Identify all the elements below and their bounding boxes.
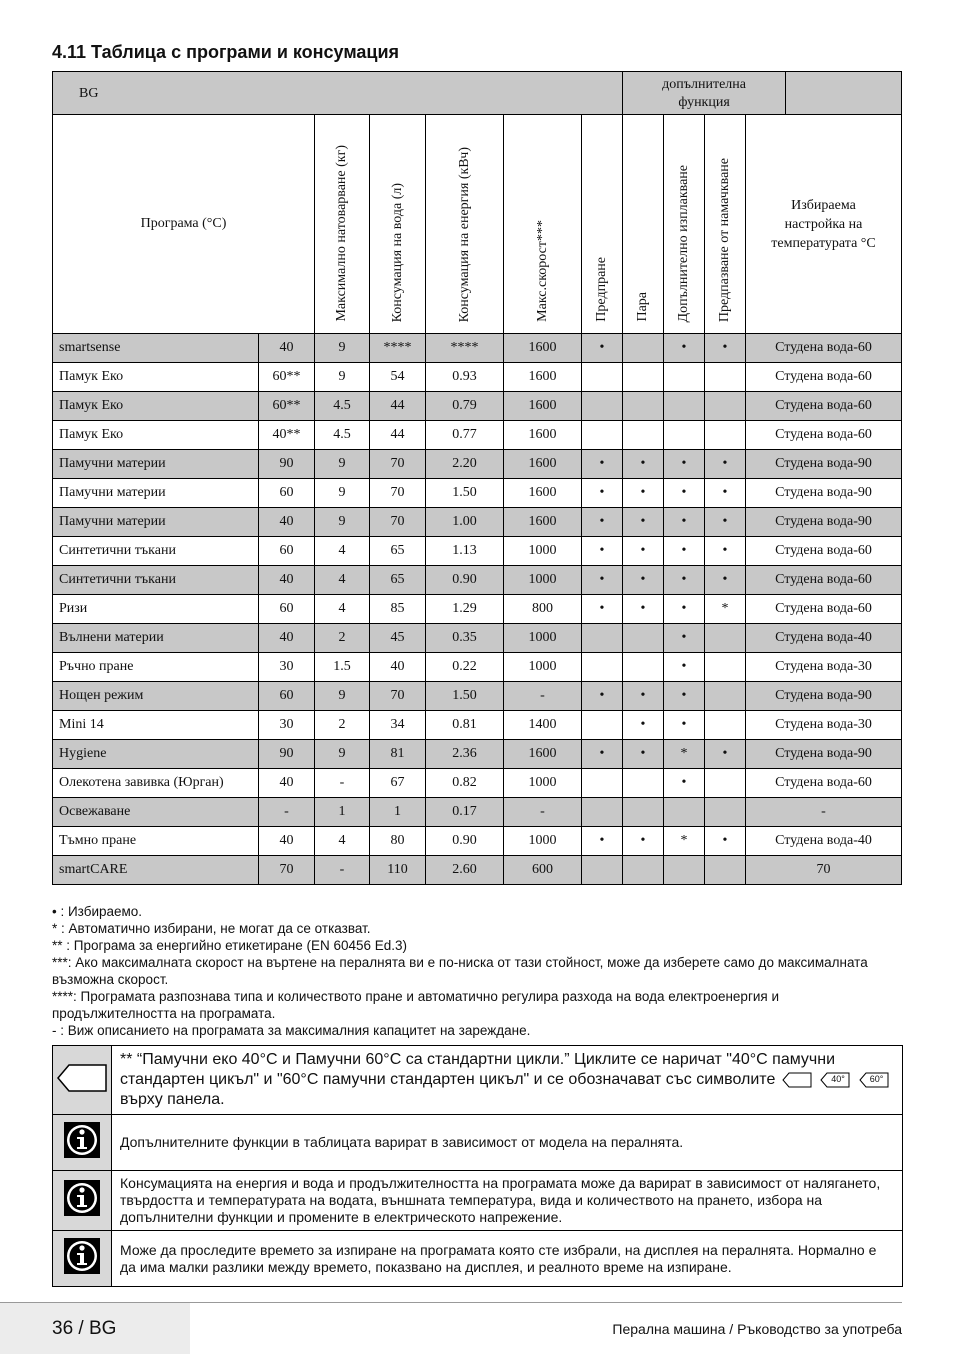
cell-prewash xyxy=(582,711,623,740)
cell-water: 54 xyxy=(370,363,426,392)
cell-speed: 1600 xyxy=(504,363,582,392)
table-row xyxy=(53,508,902,537)
cell-soak xyxy=(705,682,746,711)
cell-soak: • xyxy=(705,479,746,508)
cell-steam xyxy=(623,392,664,421)
cell-energy: 1.50 xyxy=(426,682,504,711)
cell-range: Студена вода-60 xyxy=(746,595,902,624)
cell-energy: 1.00 xyxy=(426,508,504,537)
cell-load: 1 xyxy=(315,798,370,827)
note: ***: Ако максималната скорост на въртене на пералнята ви е по-ниска от тази стойност, може да изберете само до максималната възможна скорост. xyxy=(52,955,868,987)
program-name: Памук Еко xyxy=(53,392,259,421)
cell-temp: 60** xyxy=(259,392,315,421)
table-row xyxy=(53,537,902,566)
cell-range: Студена вода-30 xyxy=(746,653,902,682)
cell-load: 9 xyxy=(315,508,370,537)
cell-load: 4 xyxy=(315,595,370,624)
cell-prewash: • xyxy=(582,827,623,856)
program-name: Синтетични тъкани xyxy=(53,537,259,566)
program-name: Mini 14 xyxy=(53,711,259,740)
cell-soak: • xyxy=(705,566,746,595)
cell-temp: 30 xyxy=(259,653,315,682)
cell-energy: 0.79 xyxy=(426,392,504,421)
cell-range: Студена вода-90 xyxy=(746,479,902,508)
cell-speed: - xyxy=(504,798,582,827)
cell-rinse: • xyxy=(664,479,705,508)
cell-prewash xyxy=(582,798,623,827)
page-title: 4.11 Таблица с програми и консумация xyxy=(52,42,400,62)
cell-range: Студена вода-60 xyxy=(746,363,902,392)
cell-rinse: • xyxy=(664,450,705,479)
cell-temp: 70 xyxy=(259,856,315,885)
info-icon xyxy=(53,1171,112,1231)
program-name: Ризи xyxy=(53,595,259,624)
cell-steam xyxy=(623,653,664,682)
cell-rinse xyxy=(664,856,705,885)
cell-range: Студена вода-60 xyxy=(746,421,902,450)
cell-load: 9 xyxy=(315,334,370,363)
cell-soak xyxy=(705,392,746,421)
cell-water: 44 xyxy=(370,421,426,450)
cell-range: Студена вода-90 xyxy=(746,682,902,711)
page-number: 36 / BG xyxy=(52,1318,117,1339)
table-row xyxy=(53,595,902,624)
col-steam: Пара xyxy=(635,292,650,322)
col-speed: Макс.скорост*** xyxy=(534,220,550,322)
cell-rinse: • xyxy=(664,624,705,653)
cell-energy: 0.90 xyxy=(426,566,504,595)
cell-soak xyxy=(705,711,746,740)
table-row xyxy=(53,653,902,682)
cell-rinse: • xyxy=(664,653,705,682)
cell-water: 67 xyxy=(370,769,426,798)
program-name: Освежаване xyxy=(53,798,259,827)
cotton-eco-60-symbol-icon: 60° xyxy=(859,1072,889,1088)
cell-soak: • xyxy=(705,740,746,769)
cell-soak: • xyxy=(705,334,746,363)
cell-range: Студена вода-90 xyxy=(746,740,902,769)
cell-speed: 1000 xyxy=(504,537,582,566)
cell-temp: 30 xyxy=(259,711,315,740)
cell-water: 70 xyxy=(370,479,426,508)
cell-water: 80 xyxy=(370,827,426,856)
cell-energy: 2.60 xyxy=(426,856,504,885)
table-row xyxy=(53,682,902,711)
cell-energy: 2.20 xyxy=(426,450,504,479)
table-row xyxy=(53,479,902,508)
cell-speed: 1000 xyxy=(504,769,582,798)
cell-load: 9 xyxy=(315,682,370,711)
footnotes xyxy=(52,903,902,1039)
cell-speed: 1000 xyxy=(504,624,582,653)
cell-rinse: • xyxy=(664,769,705,798)
table-row xyxy=(53,769,902,798)
info-extra-functions: Допълнителните функции в таблицата варират в зависимост от модела на пералнята. xyxy=(112,1115,903,1171)
cell-rinse: • xyxy=(664,537,705,566)
cell-range: Студена вода-90 xyxy=(746,508,902,537)
cell-rinse: • xyxy=(664,508,705,537)
cell-water: **** xyxy=(370,334,426,363)
cell-water: 65 xyxy=(370,566,426,595)
cell-speed: 1600 xyxy=(504,450,582,479)
cell-speed: 1000 xyxy=(504,566,582,595)
table-row xyxy=(53,711,902,740)
cell-prewash xyxy=(582,624,623,653)
cell-energy: 1.50 xyxy=(426,479,504,508)
note: • : Избираемо. xyxy=(52,904,143,919)
cell-temp: 40** xyxy=(259,421,315,450)
col-prewash: Предпране xyxy=(594,257,609,322)
cell-prewash xyxy=(582,363,623,392)
cell-speed: 1600 xyxy=(504,421,582,450)
cell-range: Студена вода-60 xyxy=(746,392,902,421)
cell-energy: 0.81 xyxy=(426,711,504,740)
cell-energy: 0.82 xyxy=(426,769,504,798)
cell-rinse: • xyxy=(664,566,705,595)
cell-steam xyxy=(623,856,664,885)
cell-temp: - xyxy=(259,798,315,827)
cell-soak: • xyxy=(705,450,746,479)
cell-water: 110 xyxy=(370,856,426,885)
cell-steam xyxy=(623,363,664,392)
col-load: Максимално натоварване (кг) xyxy=(334,145,349,322)
cell-temp: 90 xyxy=(259,740,315,769)
col-extra-rinse: Допълнително изплакване xyxy=(676,164,691,322)
program-name: Памучни материи xyxy=(53,450,259,479)
cell-steam: • xyxy=(623,508,664,537)
cell-range: Студена вода-60 xyxy=(746,334,902,363)
cell-range: Студена вода-60 xyxy=(746,566,902,595)
cell-load: 4 xyxy=(315,566,370,595)
program-table-body xyxy=(52,114,902,885)
cell-load: 9 xyxy=(315,740,370,769)
cell-rinse: * xyxy=(664,740,705,769)
cell-soak xyxy=(705,856,746,885)
cell-energy: 0.77 xyxy=(426,421,504,450)
cell-load: 2 xyxy=(315,624,370,653)
cotton-eco-symbol-icon xyxy=(782,1072,812,1088)
table-row xyxy=(53,740,902,769)
program-name: smartCARE xyxy=(53,856,259,885)
program-name: Нощен режим xyxy=(53,682,259,711)
cell-temp: 60 xyxy=(259,537,315,566)
eco-symbol-icon xyxy=(53,1046,112,1115)
cell-soak: • xyxy=(705,827,746,856)
table-row xyxy=(53,334,902,363)
col-water: Консумация на вода (л) xyxy=(389,182,405,322)
info-wash-time: Може да проследите времето за изпиране на програмата която сте избрали, на дисплея на пералнята. Нормално е да има малки разлики между времето, показвано на дисплея, и реалното време на изпиране. xyxy=(112,1231,903,1287)
cell-soak: * xyxy=(705,595,746,624)
cell-load: - xyxy=(315,769,370,798)
cell-energy: 1.13 xyxy=(426,537,504,566)
cell-speed: 1600 xyxy=(504,479,582,508)
cell-load: 4 xyxy=(315,827,370,856)
col-temp-range: Избираема настройка на температурата °C xyxy=(746,115,902,334)
cell-load: 2 xyxy=(315,711,370,740)
document-title: Перална машина / Ръководство за употреба xyxy=(612,1321,902,1337)
cell-energy: 0.17 xyxy=(426,798,504,827)
cell-prewash: • xyxy=(582,537,623,566)
cell-steam xyxy=(623,769,664,798)
table-row xyxy=(53,624,902,653)
cell-speed: 1600 xyxy=(504,392,582,421)
cell-soak xyxy=(705,363,746,392)
cell-load: 9 xyxy=(315,479,370,508)
col-energy: Консумация на енергия (кВч) xyxy=(456,146,472,322)
cell-range: Студена вода-90 xyxy=(746,450,902,479)
cell-load: - xyxy=(315,856,370,885)
cell-soak xyxy=(705,653,746,682)
cell-load: 9 xyxy=(315,363,370,392)
program-header: Програма (°C) xyxy=(53,115,315,334)
cell-speed: 1000 xyxy=(504,653,582,682)
program-name: Ръчно пране xyxy=(53,653,259,682)
cell-soak: • xyxy=(705,508,746,537)
table-row xyxy=(53,827,902,856)
cell-temp: 40 xyxy=(259,827,315,856)
cell-speed: 1400 xyxy=(504,711,582,740)
cell-speed: - xyxy=(504,682,582,711)
cell-steam xyxy=(623,798,664,827)
cell-temp: 40 xyxy=(259,624,315,653)
cell-steam: • xyxy=(623,479,664,508)
cell-range: Студена вода-60 xyxy=(746,537,902,566)
cell-temp: 40 xyxy=(259,769,315,798)
program-name: Синтетични тъкани xyxy=(53,566,259,595)
cell-prewash: • xyxy=(582,479,623,508)
cell-range: Студена вода-60 xyxy=(746,769,902,798)
table-row xyxy=(53,421,902,450)
cell-steam xyxy=(623,624,664,653)
eco-cycles-note: ** “Памучни еко 40°C и Памучни 60°C са стандартни цикли.” Циклите се наричат "40°C памучни стандартен цикъл" и "60°C памучни стандартен цикъл" и се обозначават със символите 40° 60° върху панела. xyxy=(112,1046,903,1115)
cell-speed: 1600 xyxy=(504,508,582,537)
cell-soak xyxy=(705,421,746,450)
cell-prewash: • xyxy=(582,682,623,711)
note: ** : Програма за енергийно етикетиране (EN 60456 Ed.3) xyxy=(52,938,408,953)
cell-water: 44 xyxy=(370,392,426,421)
cell-water: 85 xyxy=(370,595,426,624)
program-name: Памук Еко xyxy=(53,363,259,392)
cell-soak xyxy=(705,769,746,798)
cell-temp: 40 xyxy=(259,334,315,363)
cell-steam: • xyxy=(623,740,664,769)
cell-speed: 1600 xyxy=(504,334,582,363)
cell-water: 70 xyxy=(370,682,426,711)
note: - : Виж описанието на програмата за максималния капацитет на зареждане. xyxy=(52,1023,531,1038)
cell-rinse: • xyxy=(664,682,705,711)
cell-steam: • xyxy=(623,450,664,479)
cell-temp: 60 xyxy=(259,479,315,508)
info-consumption: Консумацията на енергия и вода и продължителността на програмата може да варират в зависимост от налягането, твърдостта и температурата на водата, външната температура, вида и количеството на прането, избора на допълнителни функции и промените в електрическото напрежение. xyxy=(112,1171,903,1231)
cell-water: 65 xyxy=(370,537,426,566)
cell-energy: **** xyxy=(426,334,504,363)
cell-steam: • xyxy=(623,537,664,566)
note: * : Автоматично избирани, не могат да се отказват. xyxy=(52,921,371,936)
cell-speed: 1000 xyxy=(504,827,582,856)
cell-prewash xyxy=(582,392,623,421)
cell-rinse: • xyxy=(664,595,705,624)
cell-energy: 2.36 xyxy=(426,740,504,769)
cell-speed: 600 xyxy=(504,856,582,885)
table-row xyxy=(53,798,902,827)
cell-range: Студена вода-40 xyxy=(746,624,902,653)
cell-rinse xyxy=(664,363,705,392)
cell-prewash xyxy=(582,856,623,885)
cell-rinse: * xyxy=(664,827,705,856)
cell-rinse: • xyxy=(664,334,705,363)
cell-prewash xyxy=(582,653,623,682)
cell-energy: 0.90 xyxy=(426,827,504,856)
cell-temp: 40 xyxy=(259,566,315,595)
cell-prewash xyxy=(582,421,623,450)
col-soak: Предпазване от намачкване xyxy=(717,157,732,322)
cell-speed: 800 xyxy=(504,595,582,624)
program-name: Олекотена завивка (Юрган) xyxy=(53,769,259,798)
program-name: Вълнени материи xyxy=(53,624,259,653)
table-row xyxy=(53,856,902,885)
cell-soak xyxy=(705,798,746,827)
cell-prewash: • xyxy=(582,595,623,624)
cell-steam: • xyxy=(623,711,664,740)
cell-speed: 1600 xyxy=(504,740,582,769)
table-row xyxy=(53,566,902,595)
cell-temp: 60** xyxy=(259,363,315,392)
cotton-eco-40-symbol-icon: 40° xyxy=(820,1072,850,1088)
cell-prewash: • xyxy=(582,334,623,363)
cell-steam: • xyxy=(623,566,664,595)
cell-load: 4.5 xyxy=(315,421,370,450)
cell-rinse xyxy=(664,392,705,421)
info-boxes xyxy=(52,1045,903,1287)
cell-load: 1.5 xyxy=(315,653,370,682)
cell-steam: • xyxy=(623,827,664,856)
program-name: Памук Еко xyxy=(53,421,259,450)
cell-prewash: • xyxy=(582,740,623,769)
program-name: Памучни материи xyxy=(53,508,259,537)
cell-steam: • xyxy=(623,595,664,624)
table-row xyxy=(53,450,902,479)
cell-steam xyxy=(623,334,664,363)
cell-water: 81 xyxy=(370,740,426,769)
cell-energy: 0.93 xyxy=(426,363,504,392)
lang-header: BG xyxy=(53,72,623,116)
info-icon xyxy=(53,1231,112,1287)
cell-temp: 40 xyxy=(259,508,315,537)
cell-prewash: • xyxy=(582,450,623,479)
program-name: Тъмно пране xyxy=(53,827,259,856)
note: ****: Програмата разпознава типа и количеството пране и автоматично регулира разхода на вода електроенергия и продължителността на програмата. xyxy=(52,989,780,1021)
cell-temp: 90 xyxy=(259,450,315,479)
cell-rinse: • xyxy=(664,711,705,740)
cell-load: 4 xyxy=(315,537,370,566)
cell-prewash xyxy=(582,769,623,798)
cell-energy: 0.22 xyxy=(426,653,504,682)
cell-steam: • xyxy=(623,682,664,711)
cell-range: - xyxy=(746,798,902,827)
cell-soak: • xyxy=(705,537,746,566)
cell-water: 70 xyxy=(370,508,426,537)
cell-range: Студена вода-30 xyxy=(746,711,902,740)
cell-steam xyxy=(623,421,664,450)
cell-water: 70 xyxy=(370,450,426,479)
cell-rinse xyxy=(664,798,705,827)
cell-water: 1 xyxy=(370,798,426,827)
cell-water: 45 xyxy=(370,624,426,653)
program-name: Hygiene xyxy=(53,740,259,769)
cell-water: 34 xyxy=(370,711,426,740)
cell-water: 40 xyxy=(370,653,426,682)
cell-temp: 60 xyxy=(259,682,315,711)
cell-energy: 0.35 xyxy=(426,624,504,653)
cell-load: 4.5 xyxy=(315,392,370,421)
cell-range: Студена вода-40 xyxy=(746,827,902,856)
program-name: Памучни материи xyxy=(53,479,259,508)
table-row xyxy=(53,392,902,421)
info-icon xyxy=(53,1115,112,1171)
cell-soak xyxy=(705,624,746,653)
cell-energy: 1.29 xyxy=(426,595,504,624)
cell-rinse xyxy=(664,421,705,450)
cell-prewash: • xyxy=(582,566,623,595)
table-row xyxy=(53,363,902,392)
cell-prewash: • xyxy=(582,508,623,537)
program-name: smartsense xyxy=(53,334,259,363)
cell-range: 70 xyxy=(746,856,902,885)
program-table xyxy=(52,71,902,116)
extra-functions-header: допълнителна функция xyxy=(623,72,786,115)
cell-temp: 60 xyxy=(259,595,315,624)
cell-load: 9 xyxy=(315,450,370,479)
